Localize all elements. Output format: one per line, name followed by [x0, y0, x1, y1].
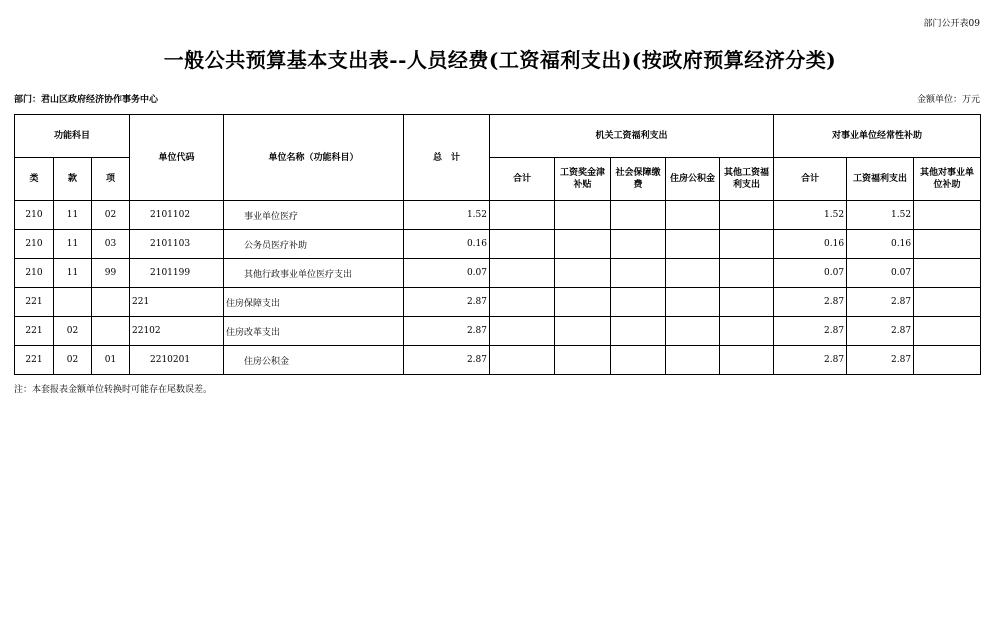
cell-organ-housing [666, 346, 720, 375]
cell-organ-other [720, 259, 774, 288]
cell-organ-total [490, 288, 555, 317]
cell-sub-other [914, 259, 981, 288]
cell-kuan: 11 [54, 230, 92, 259]
cell-organ-housing [666, 259, 720, 288]
cell-xiang: 03 [92, 230, 130, 259]
cell-organ-total [490, 346, 555, 375]
cell-organ-wage [555, 346, 611, 375]
cell-sub-other [914, 346, 981, 375]
cell-sub-other [914, 230, 981, 259]
cell-organ-wage [555, 230, 611, 259]
cell-organ-total [490, 317, 555, 346]
table-row [15, 259, 981, 288]
cell-name: 公务员医疗补助 [224, 230, 404, 259]
table-row [15, 317, 981, 346]
cell-sub-total: 2.87 [774, 346, 847, 375]
cell-kuan: 02 [54, 317, 92, 346]
cell-sub-total: 0.16 [774, 230, 847, 259]
cell-sub-other [914, 317, 981, 346]
cell-organ-social [611, 259, 666, 288]
cell-lei: 221 [15, 317, 54, 346]
cell-sub-wage: 1.52 [847, 201, 914, 230]
cell-kuan: 11 [54, 201, 92, 230]
cell-lei: 221 [15, 288, 54, 317]
header-organ-wage: 工资奖金津补贴 [555, 158, 611, 201]
form-number: 部门公开表09 [923, 19, 980, 29]
footnote: 注：本套报表金额单位转换时可能存在尾数误差。 [14, 385, 213, 395]
cell-sub-wage: 2.87 [847, 288, 914, 317]
cell-organ-wage [555, 288, 611, 317]
page-title: 一般公共预算基本支出表--人员经费(工资福利支出)(按政府预算经济分类) [163, 48, 837, 72]
header-unit-name: 单位名称（功能科目） [224, 115, 404, 201]
cell-organ-total [490, 259, 555, 288]
cell-organ-housing [666, 288, 720, 317]
cell-sub-wage: 0.16 [847, 230, 914, 259]
header-subsidy-group: 对事业单位经常性补助 [774, 115, 981, 158]
cell-organ-wage [555, 317, 611, 346]
cell-code: 2101102 [130, 201, 224, 230]
cell-xiang [92, 317, 130, 346]
cell-kuan: 02 [54, 346, 92, 375]
cell-organ-other [720, 346, 774, 375]
header-total: 总 计 [404, 115, 490, 201]
cell-name: 其他行政事业单位医疗支出 [224, 259, 404, 288]
cell-sub-total: 1.52 [774, 201, 847, 230]
cell-code: 2101199 [130, 259, 224, 288]
cell-total: 0.16 [404, 230, 490, 259]
cell-total: 2.87 [404, 288, 490, 317]
cell-code: 2101103 [130, 230, 224, 259]
header-func-subject: 功能科目 [15, 115, 130, 158]
cell-organ-other [720, 230, 774, 259]
header-sub-other: 其他对事业单位补助 [914, 158, 981, 201]
header-sub-wage: 工资福利支出 [847, 158, 914, 201]
cell-organ-social [611, 346, 666, 375]
cell-xiang: 01 [92, 346, 130, 375]
cell-organ-total [490, 230, 555, 259]
cell-total: 0.07 [404, 259, 490, 288]
cell-organ-social [611, 317, 666, 346]
cell-total: 2.87 [404, 346, 490, 375]
cell-xiang: 99 [92, 259, 130, 288]
budget-table [14, 114, 981, 375]
cell-organ-social [611, 201, 666, 230]
header-sub-total: 合计 [774, 158, 847, 201]
cell-sub-total: 0.07 [774, 259, 847, 288]
cell-organ-housing [666, 201, 720, 230]
cell-xiang: 02 [92, 201, 130, 230]
table-row [15, 201, 981, 230]
header-kuan: 款 [54, 158, 92, 201]
cell-sub-wage: 0.07 [847, 259, 914, 288]
table-row [15, 288, 981, 317]
cell-kuan [54, 288, 92, 317]
header-lei: 类 [15, 158, 54, 201]
cell-sub-other [914, 201, 981, 230]
cell-organ-housing [666, 317, 720, 346]
cell-sub-other [914, 288, 981, 317]
cell-organ-other [720, 288, 774, 317]
header-organ-total: 合计 [490, 158, 555, 201]
cell-xiang [92, 288, 130, 317]
cell-organ-total [490, 201, 555, 230]
cell-code: 22102 [130, 317, 224, 346]
cell-organ-social [611, 288, 666, 317]
amount-unit-label: 金额单位：万元 [916, 95, 980, 105]
table-row [15, 230, 981, 259]
cell-code: 2210201 [130, 346, 224, 375]
header-organ-housing: 住房公积金 [666, 158, 720, 201]
cell-lei: 210 [15, 230, 54, 259]
header-unit-code: 单位代码 [130, 115, 224, 201]
table-row [15, 346, 981, 375]
cell-name: 住房公积金 [224, 346, 404, 375]
cell-total: 1.52 [404, 201, 490, 230]
cell-name: 住房改革支出 [224, 317, 404, 346]
cell-sub-total: 2.87 [774, 317, 847, 346]
cell-name: 事业单位医疗 [224, 201, 404, 230]
cell-sub-wage: 2.87 [847, 317, 914, 346]
header-organ-social: 社会保障缴费 [611, 158, 666, 201]
header-xiang: 项 [92, 158, 130, 201]
cell-organ-wage [555, 201, 611, 230]
cell-organ-other [720, 201, 774, 230]
cell-organ-wage [555, 259, 611, 288]
cell-kuan: 11 [54, 259, 92, 288]
cell-organ-other [720, 317, 774, 346]
cell-code: 221 [130, 288, 224, 317]
cell-name: 住房保障支出 [224, 288, 404, 317]
cell-lei: 210 [15, 259, 54, 288]
header-organ-other: 其他工资福利支出 [720, 158, 774, 201]
cell-total: 2.87 [404, 317, 490, 346]
cell-lei: 210 [15, 201, 54, 230]
cell-sub-wage: 2.87 [847, 346, 914, 375]
cell-lei: 221 [15, 346, 54, 375]
department-label: 部门：君山区政府经济协作事务中心 [14, 95, 159, 105]
cell-sub-total: 2.87 [774, 288, 847, 317]
cell-organ-social [611, 230, 666, 259]
cell-organ-housing [666, 230, 720, 259]
header-organ-group: 机关工资福利支出 [490, 115, 774, 158]
